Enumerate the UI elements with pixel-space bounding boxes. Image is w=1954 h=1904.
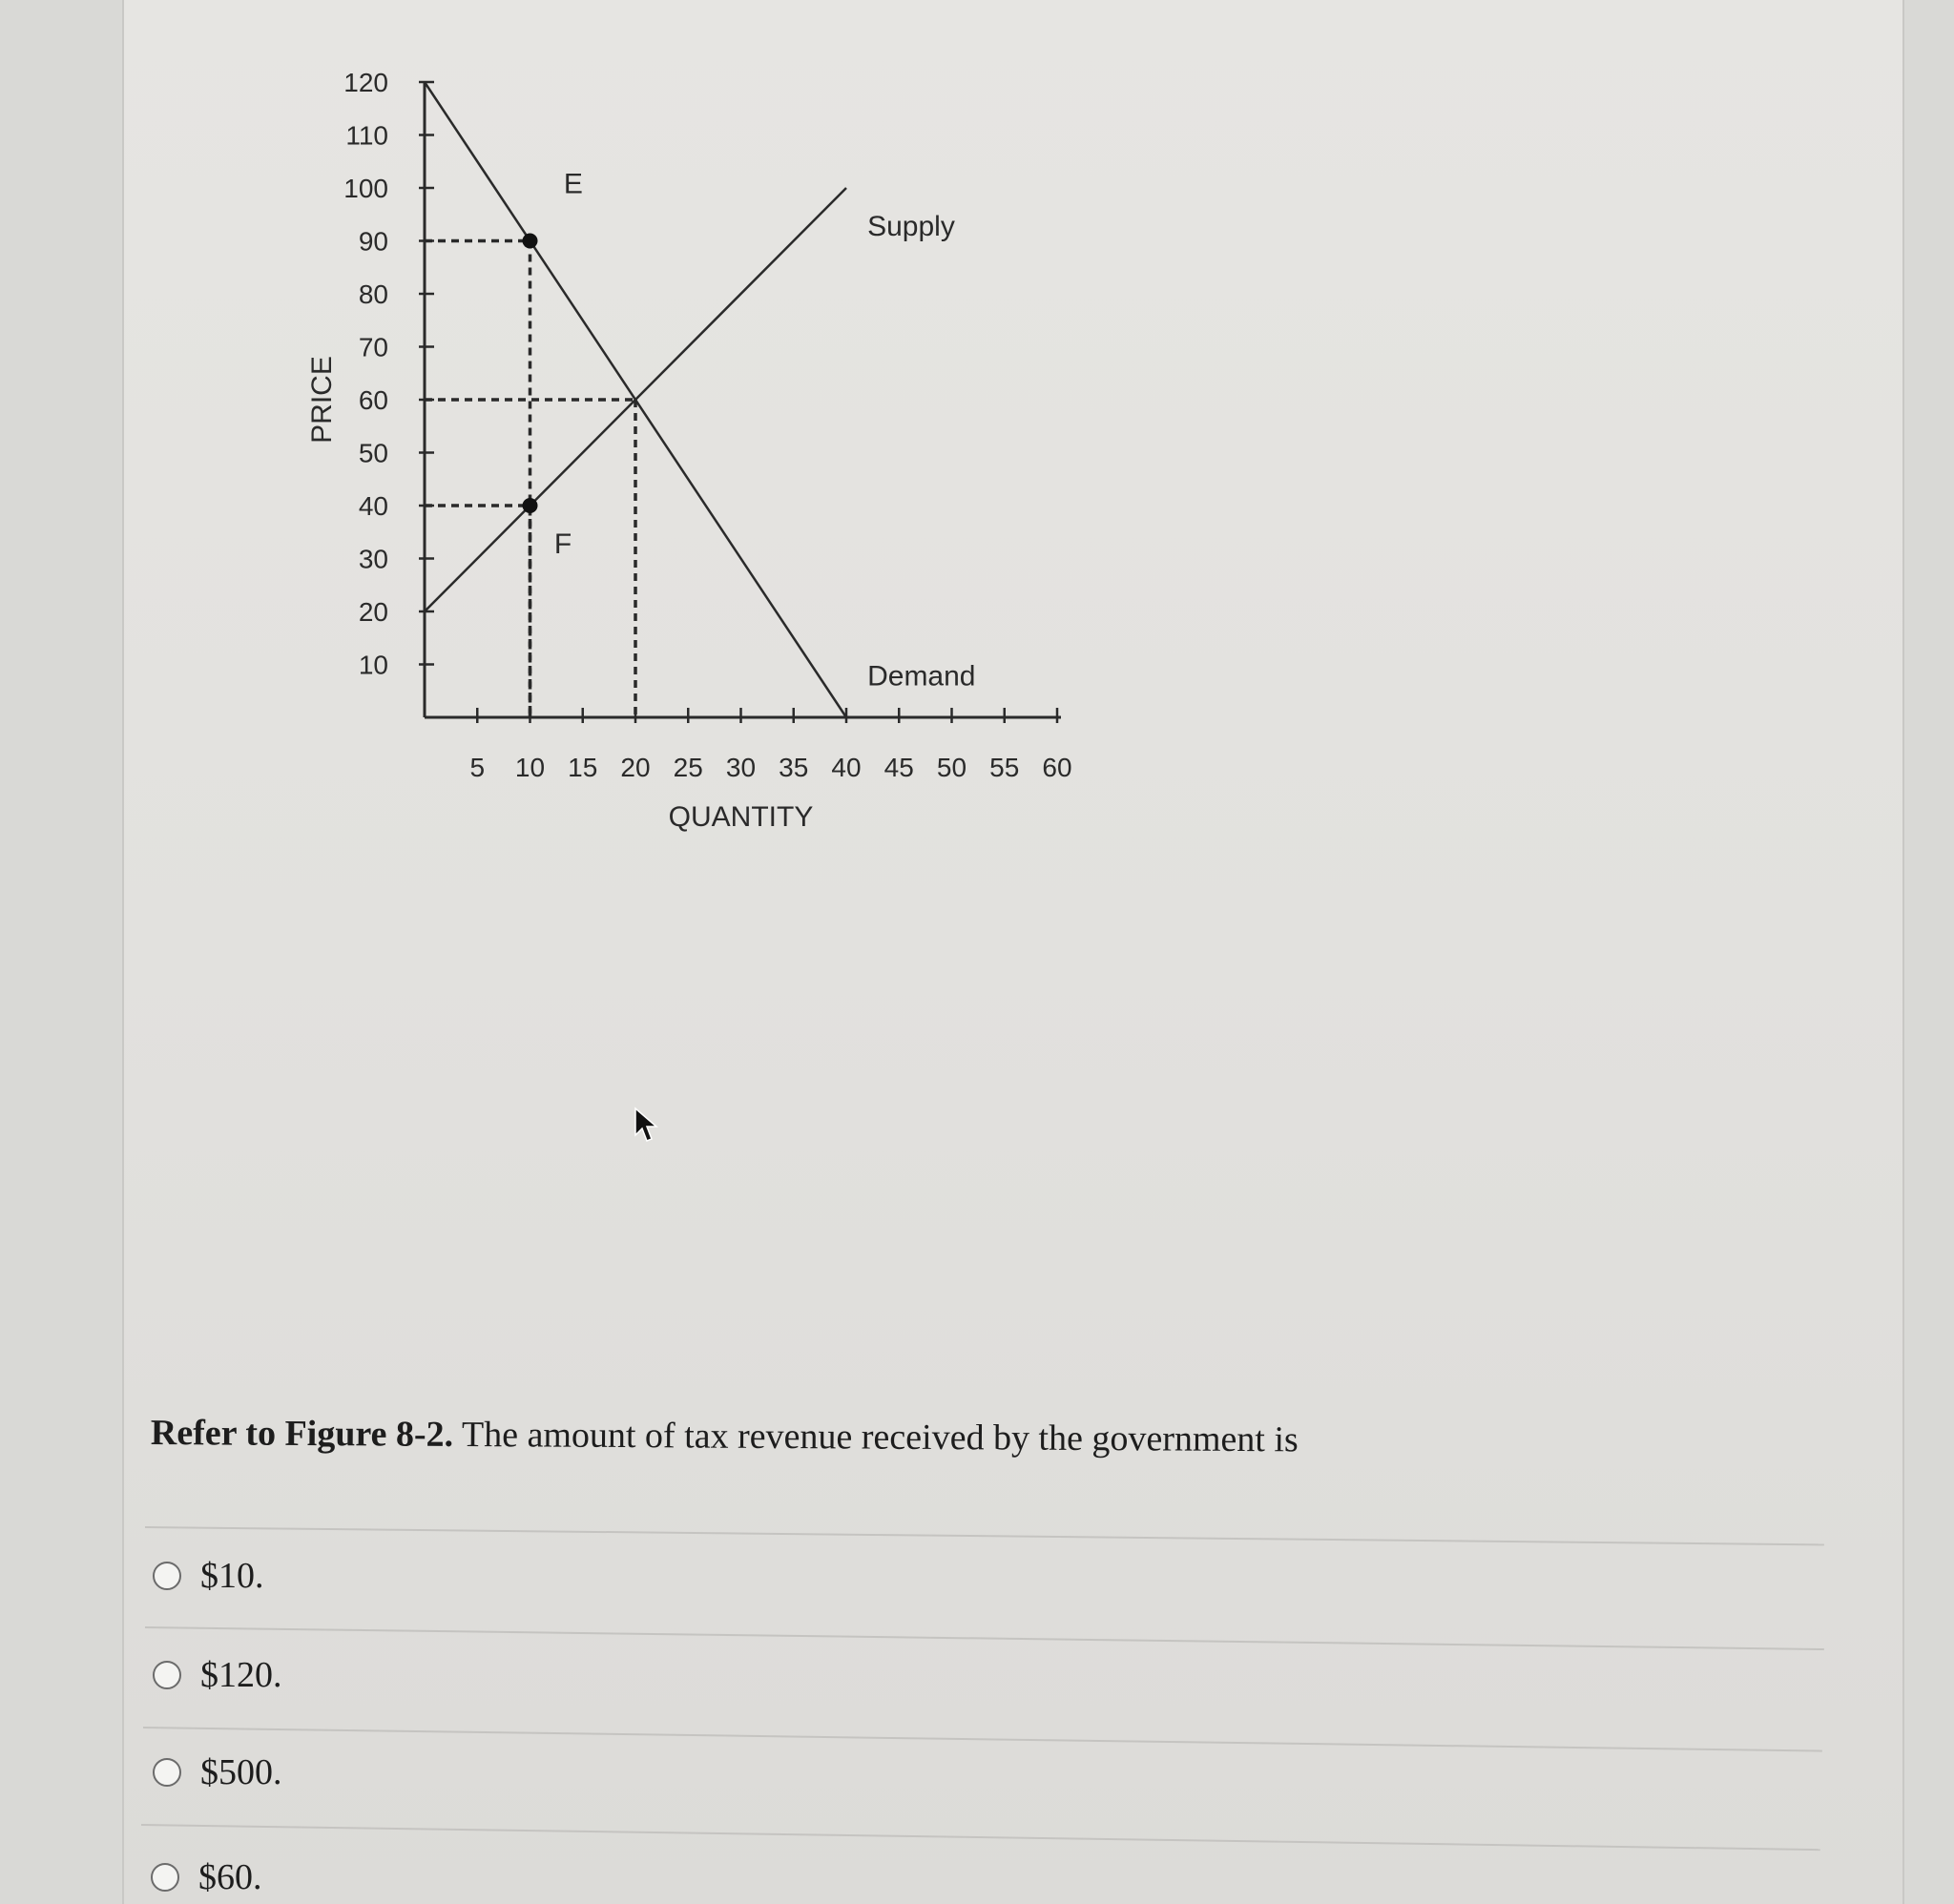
- radio-button[interactable]: [151, 1863, 179, 1892]
- option-label: $60.: [198, 1857, 262, 1897]
- y-tick-label: 90: [358, 226, 388, 257]
- x-tick-label: 35: [779, 753, 809, 782]
- mouse-pointer-icon: [634, 1107, 658, 1145]
- supply-demand-chart: [286, 38, 1107, 878]
- y-tick-label: 120: [343, 68, 388, 97]
- y-axis-label: PRICE: [306, 356, 338, 444]
- x-tick-label: 60: [1042, 753, 1072, 782]
- point-e-label: E: [563, 168, 583, 200]
- x-tick-label: 20: [620, 753, 651, 782]
- option-500[interactable]: [153, 1751, 282, 1793]
- question-body: The amount of tax revenue received by the government is: [453, 1414, 1299, 1460]
- supply-label: Supply: [867, 210, 955, 242]
- point-e: [523, 234, 538, 249]
- y-tick-label: 30: [358, 544, 388, 574]
- radio-button[interactable]: [153, 1758, 181, 1787]
- y-tick-label: 70: [358, 332, 388, 362]
- point-f: [523, 498, 538, 513]
- point-f-label: F: [553, 528, 572, 560]
- y-tick-label: 110: [345, 120, 388, 151]
- figure-reference: Refer to Figure 8-2.: [150, 1413, 454, 1455]
- x-tick-label: 30: [725, 753, 757, 782]
- x-tick-label: 45: [883, 753, 914, 782]
- figure-8-2: [286, 38, 1107, 878]
- y-tick-label: 20: [358, 597, 388, 627]
- option-label: $500.: [200, 1752, 282, 1792]
- x-tick-label: 50: [936, 753, 967, 782]
- option-10[interactable]: [153, 1555, 264, 1597]
- demand-label: Demand: [867, 660, 976, 693]
- y-tick-label: 80: [358, 279, 388, 309]
- y-tick-label: 60: [358, 385, 388, 415]
- x-tick-label: 25: [673, 753, 703, 782]
- option-label: $10.: [200, 1556, 264, 1596]
- x-axis-label: QUANTITY: [668, 801, 814, 833]
- option-label: $120.: [200, 1655, 282, 1695]
- y-tick-label: 10: [358, 650, 388, 680]
- y-tick-label: 40: [358, 491, 388, 521]
- y-tick-label: 100: [343, 174, 388, 203]
- option-120[interactable]: [153, 1654, 282, 1696]
- x-tick-label: 55: [989, 753, 1020, 782]
- y-tick-label: 50: [358, 438, 388, 468]
- x-tick-label: 10: [514, 753, 546, 782]
- radio-button[interactable]: [153, 1661, 181, 1689]
- x-tick-label: 40: [831, 753, 862, 782]
- x-tick-label: 15: [568, 753, 598, 782]
- x-tick-label: 5: [469, 753, 486, 782]
- radio-button[interactable]: [153, 1562, 181, 1590]
- option-60[interactable]: [151, 1856, 262, 1898]
